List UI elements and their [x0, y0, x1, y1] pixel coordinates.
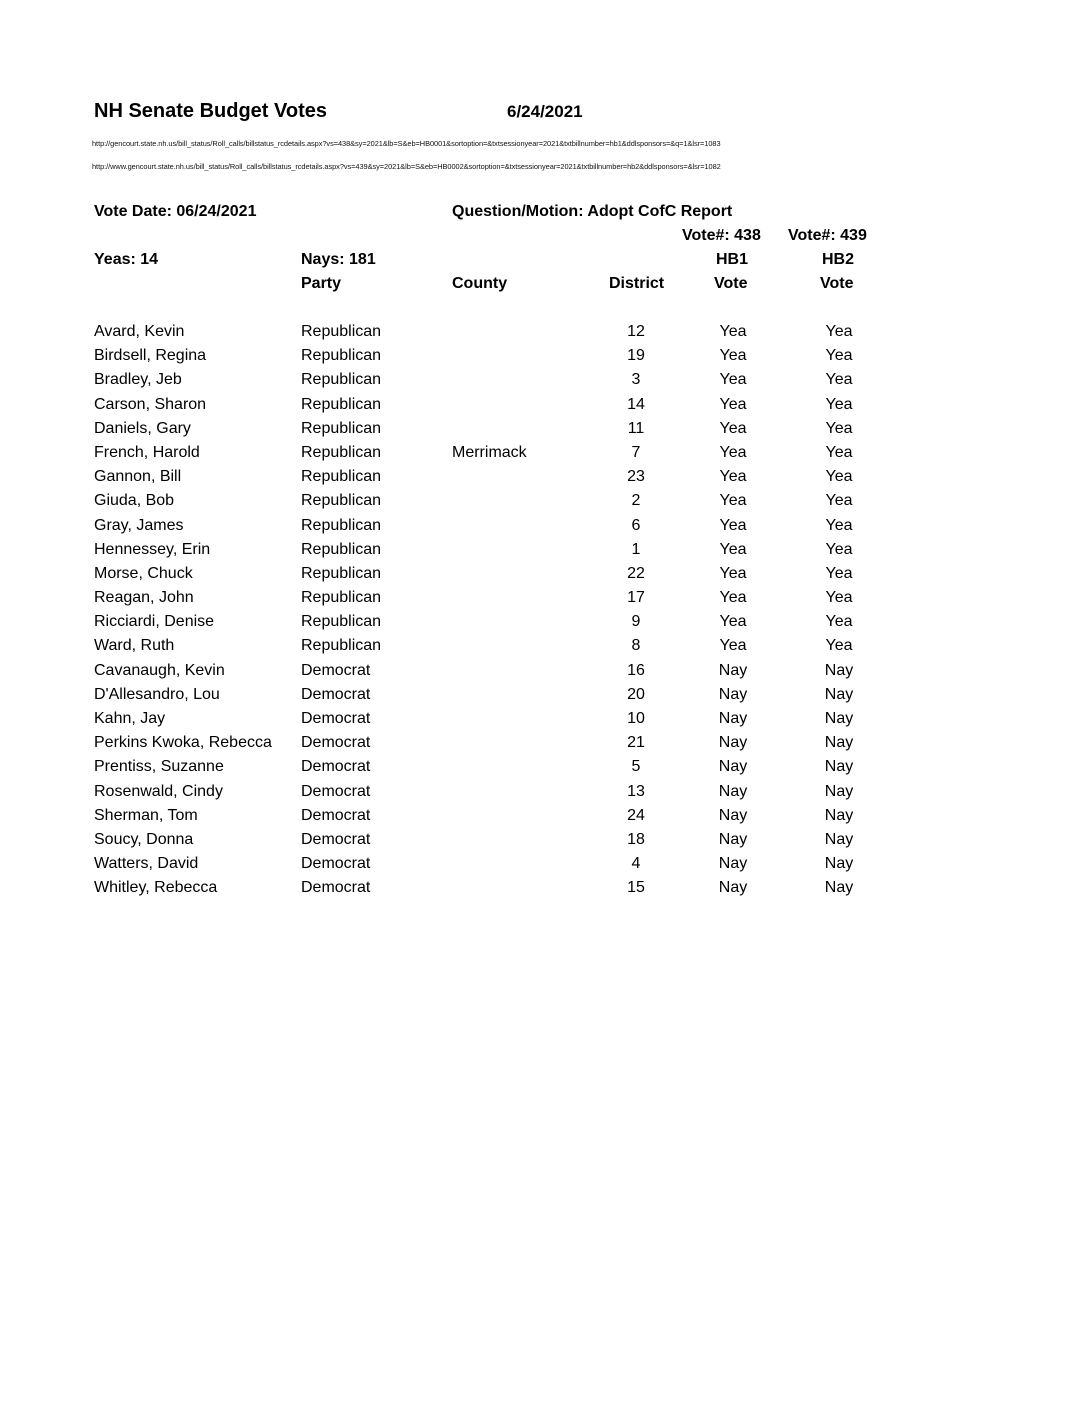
page-date: 6/24/2021 — [507, 102, 583, 121]
senator-name: D'Allesandro, Lou — [94, 685, 220, 703]
hb2-vote: Yea — [825, 347, 853, 365]
table-row — [0, 442, 1088, 466]
senator-name: Carson, Sharon — [94, 395, 207, 413]
senator-name: Giuda, Bob — [94, 492, 175, 510]
senator-name: Soucy, Donna — [94, 830, 194, 848]
table-row — [0, 369, 1088, 393]
table-row — [0, 345, 1088, 369]
table-row — [0, 756, 1088, 780]
senator-district: 17 — [627, 589, 645, 607]
senator-party: Republican — [301, 468, 382, 486]
hb1-vote: Nay — [718, 879, 748, 897]
hb2-vote: Nay — [824, 830, 854, 848]
senator-party: Republican — [301, 492, 382, 510]
table-row — [0, 611, 1088, 635]
hb2-vote: Yea — [825, 613, 853, 631]
page-title: NH Senate Budget Votes — [94, 100, 327, 122]
hb1-vote: Nay — [718, 734, 748, 752]
senator-party: Republican — [301, 419, 382, 437]
table-row — [0, 853, 1088, 877]
hb2-vote: Yea — [825, 371, 853, 389]
senator-name: Ricciardi, Denise — [94, 613, 215, 631]
senator-district: 1 — [631, 540, 641, 558]
table-row — [0, 781, 1088, 805]
hb1-vote: Yea — [719, 589, 747, 607]
hb1-vote: Nay — [718, 710, 748, 727]
hb1-vote: Yea — [719, 468, 747, 486]
senator-name: Perkins Kwoka, Rebecca — [94, 734, 272, 752]
hb1-vote: Yea — [719, 371, 747, 389]
hb1-vote: Yea — [719, 443, 747, 461]
senator-county: Merrimack — [452, 443, 527, 461]
senator-name: French, Harold — [94, 443, 200, 461]
hb1-vote: Yea — [719, 564, 747, 582]
senator-district: 13 — [627, 782, 645, 800]
column-header-hb1-vote: Vote — [714, 275, 748, 292]
senator-district: 6 — [631, 516, 641, 534]
senator-district: 10 — [627, 710, 645, 727]
senator-party: Republican — [301, 564, 382, 582]
senator-district: 4 — [631, 855, 641, 873]
table-row — [0, 563, 1088, 587]
senator-district: 23 — [627, 468, 645, 486]
hb1-vote: Nay — [718, 855, 748, 873]
hb1-vote: Yea — [719, 637, 747, 655]
senator-party: Democrat — [301, 734, 371, 752]
hb2-vote: Yea — [825, 540, 853, 558]
senator-name: Avard, Kevin — [94, 323, 185, 340]
senator-name: Hennessey, Erin — [94, 540, 211, 558]
hb1-vote: Nay — [718, 685, 748, 703]
senator-district: 18 — [627, 830, 645, 848]
hb1-vote: Nay — [718, 758, 748, 776]
hb2-vote: Nay — [824, 855, 854, 873]
senator-party: Democrat — [301, 806, 371, 824]
senator-party: Republican — [301, 637, 382, 655]
senator-district: 9 — [631, 613, 641, 631]
hb1-vote: Nay — [718, 806, 748, 824]
table-row — [0, 732, 1088, 756]
hb2-label: HB2 — [822, 251, 855, 268]
senator-party: Republican — [301, 395, 382, 413]
senator-district: 2 — [631, 492, 641, 510]
hb2-vote: Yea — [825, 516, 853, 534]
senator-party: Democrat — [301, 855, 371, 873]
yeas-count: Yeas: 14 — [94, 251, 159, 268]
vote-number-hb2: Vote#: 439 — [788, 227, 867, 244]
senator-party: Republican — [301, 347, 382, 365]
senator-district: 3 — [631, 371, 641, 389]
senator-name: Gannon, Bill — [94, 468, 182, 486]
hb2-vote: Nay — [824, 734, 854, 752]
hb2-vote: Nay — [824, 710, 854, 727]
senator-district: 15 — [627, 879, 645, 897]
senator-name: Ward, Ruth — [94, 637, 175, 655]
senator-name: Gray, James — [94, 516, 184, 534]
senator-party: Republican — [301, 443, 382, 461]
table-row — [0, 394, 1088, 418]
hb1-vote: Yea — [719, 395, 747, 413]
hb1-vote: Yea — [719, 516, 747, 534]
vote-number-hb1: Vote#: 438 — [682, 227, 761, 244]
senator-party: Republican — [301, 323, 382, 340]
senator-name: Cavanaugh, Kevin — [94, 661, 225, 679]
question-motion-label: Question/Motion: Adopt CofC Report — [452, 203, 733, 220]
hb2-vote: Nay — [824, 782, 854, 800]
hb2-vote: Yea — [825, 419, 853, 437]
senator-party: Republican — [301, 371, 382, 389]
senator-party: Democrat — [301, 661, 371, 679]
table-row — [0, 515, 1088, 539]
senator-name: Morse, Chuck — [94, 564, 193, 582]
senator-party: Democrat — [301, 879, 371, 897]
vote-date-label: Vote Date: 06/24/2021 — [94, 203, 257, 220]
table-row — [0, 539, 1088, 563]
hb2-vote: Yea — [825, 443, 853, 461]
senator-party: Republican — [301, 516, 382, 534]
hb2-vote: Nay — [824, 661, 854, 679]
senator-name: Kahn, Jay — [94, 710, 166, 727]
hb1-vote: Yea — [719, 323, 747, 340]
senator-name: Watters, David — [94, 855, 199, 873]
senator-district: 14 — [627, 395, 645, 413]
senator-name: Rosenwald, Cindy — [94, 782, 223, 800]
senator-district: 22 — [627, 564, 645, 582]
senator-district: 24 — [627, 806, 645, 824]
senator-party: Democrat — [301, 758, 371, 776]
column-header-party: Party — [301, 275, 342, 292]
hb1-vote: Nay — [718, 782, 748, 800]
table-row — [0, 490, 1088, 514]
senator-district: 8 — [631, 637, 641, 655]
source-url-hb2[interactable]: http://www.gencourt.state.nh.us/bill_status/Roll_calls/billstatus_rcdetails.aspx?vs=439&sy=2021&lb=S&eb=HB0002&sortoption=&txtsessionyear=2021&txtbillnumber=hb2&ddlsponsors=&lsr=1082 — [92, 162, 721, 171]
hb1-vote: Yea — [719, 613, 747, 631]
column-header-hb2-vote: Vote — [820, 275, 854, 292]
table-row — [0, 587, 1088, 611]
source-url-hb1[interactable]: http://gencourt.state.nh.us/bill_status/Roll_calls/billstatus_rcdetails.aspx?vs=438&sy=2021&lb=S&eb=HB0001&sortoption=&txtsessionyear=2021&txtbillnumber=hb1&ddlsponsors=&q=1&lsr=1083 — [92, 139, 721, 148]
hb2-vote: Nay — [824, 806, 854, 824]
hb1-vote: Nay — [718, 830, 748, 848]
senator-party: Democrat — [301, 782, 371, 800]
hb2-vote: Nay — [824, 758, 854, 776]
hb1-vote: Yea — [719, 540, 747, 558]
senator-district: 7 — [631, 443, 641, 461]
senator-party: Democrat — [301, 685, 371, 703]
column-header-county: County — [452, 275, 508, 292]
hb2-vote: Yea — [825, 492, 853, 510]
hb1-label: HB1 — [716, 251, 749, 268]
hb2-vote: Nay — [824, 685, 854, 703]
senator-party: Republican — [301, 613, 382, 631]
table-row — [0, 635, 1088, 659]
table-row — [0, 684, 1088, 708]
senator-party: Democrat — [301, 830, 371, 848]
hb2-vote: Yea — [825, 589, 853, 607]
senator-party: Democrat — [301, 710, 371, 727]
hb1-vote: Nay — [718, 661, 748, 679]
senator-district: 21 — [627, 734, 645, 752]
table-row — [0, 321, 1088, 345]
senator-name: Birdsell, Regina — [94, 347, 207, 365]
senator-name: Whitley, Rebecca — [94, 879, 218, 897]
column-header-district: District — [609, 275, 665, 292]
senator-name: Reagan, John — [94, 589, 194, 607]
senator-party: Republican — [301, 540, 382, 558]
senator-district: 5 — [631, 758, 641, 776]
table-row — [0, 466, 1088, 490]
hb2-vote: Yea — [825, 564, 853, 582]
senator-district: 20 — [627, 685, 645, 703]
senator-name: Bradley, Jeb — [94, 371, 182, 389]
senator-district: 12 — [627, 323, 645, 340]
senator-name: Prentiss, Suzanne — [94, 758, 224, 776]
hb1-vote: Yea — [719, 419, 747, 437]
hb1-vote: Yea — [719, 347, 747, 365]
hb1-vote: Yea — [719, 492, 747, 510]
senator-district: 16 — [627, 661, 645, 679]
table-row — [0, 877, 1088, 901]
senator-name: Sherman, Tom — [94, 806, 198, 824]
table-row — [0, 708, 1088, 732]
hb2-vote: Nay — [824, 879, 854, 897]
table-row — [0, 829, 1088, 853]
hb2-vote: Yea — [825, 395, 853, 413]
senator-party: Republican — [301, 589, 382, 607]
table-row — [0, 805, 1088, 829]
hb2-vote: Yea — [825, 637, 853, 655]
roll-call-table — [0, 321, 1088, 902]
table-row — [0, 660, 1088, 684]
hb2-vote: Yea — [825, 323, 853, 340]
senator-district: 11 — [627, 419, 645, 437]
hb2-vote: Yea — [825, 468, 853, 486]
nays-count: Nays: 181 — [301, 251, 376, 268]
table-row — [0, 418, 1088, 442]
senator-name: Daniels, Gary — [94, 419, 191, 437]
senator-district: 19 — [627, 347, 645, 365]
